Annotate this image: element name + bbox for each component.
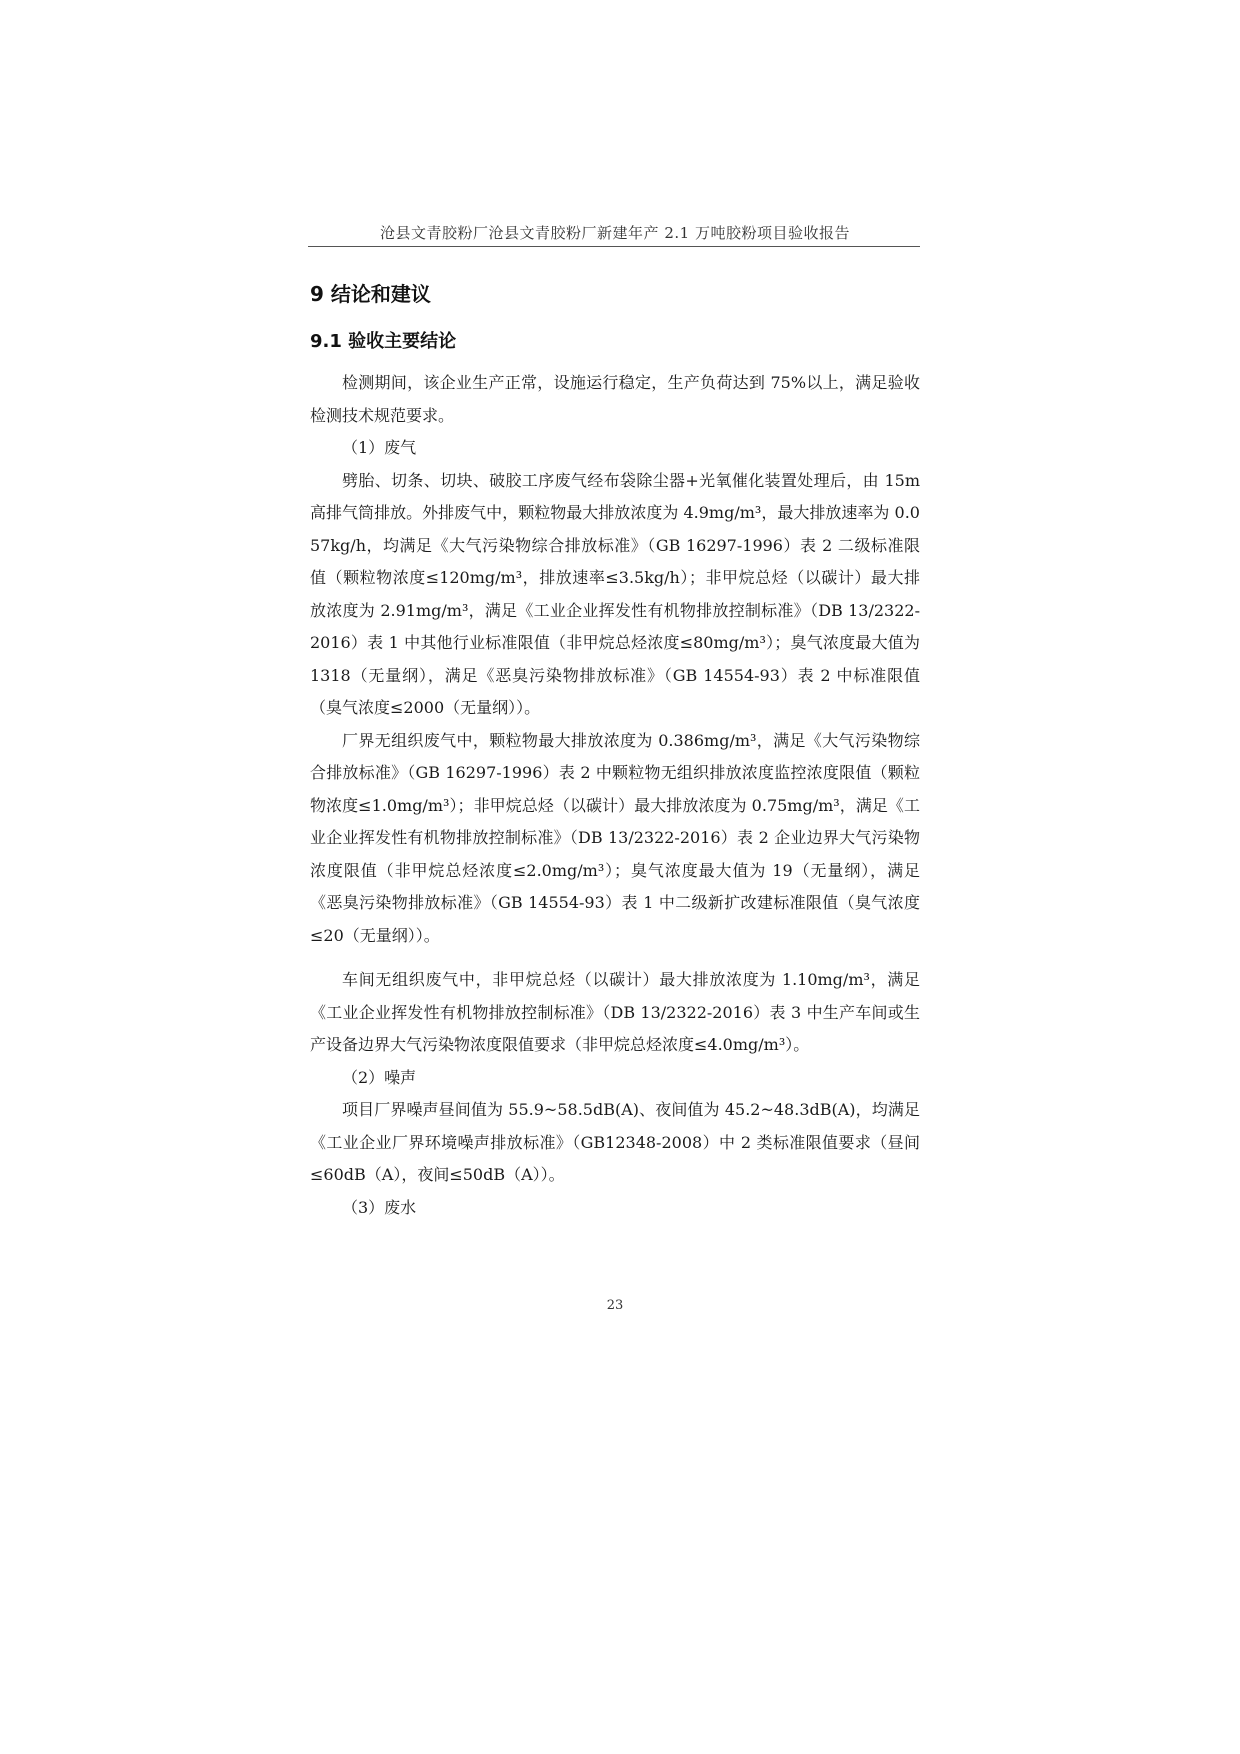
page-number: 23 <box>606 1298 624 1313</box>
noise-paragraph: 项目厂界噪声昼间值为 55.9~58.5dB(A)、夜间值为 45.2~48.3dB(A)，均满足《工业企业厂界环境噪声排放标准》（GB12348-2008）中 2 类标准限值要求（昼间≤60dB（A），夜间≤50dB（A））。 <box>310 1100 920 1184</box>
subsection-heading: 9.1 验收主要结论 <box>310 331 457 352</box>
noise-heading: （2）噪声 <box>342 1067 417 1087</box>
waste-gas-heading: （1）废气 <box>342 438 417 457</box>
page-header: 沧县文青胶粉厂沧县文青胶粉厂新建年产 2.1 万吨胶粉项目验收报告 <box>380 224 850 242</box>
document-body <box>310 268 920 1224</box>
section-heading: 9 结论和建议 <box>310 282 431 306</box>
waste-water-heading: （3）废水 <box>342 1197 417 1217</box>
waste-gas-paragraph-3: 车间无组织废气中，非甲烷总烃（以碳计）最大排放浓度为 1.10mg/m³，满足《工业企业挥发性有机物排放控制标准》（DB 13/2322-2016）表 3 中生产车间或生产设备边界大气污染物浓度限值要求（非甲烷总烃浓度≤4.0mg/m³）。 <box>310 970 920 1054</box>
waste-gas-paragraph-2: 厂界无组织废气中，颗粒物最大排放浓度为 0.386mg/m³，满足《大气污染物综合排放标准》（GB 16297-1996）表 2 中颗粒物无组织排放浓度监控浓度限值（颗粒物浓度≤1.0mg/m³）；非甲烷总烃（以碳计）最大排放浓度为 0.75mg/m³，满足《工业企业挥发性有机物排放控制标准》（DB 13/2322-2016）表 2 企业边界大气污染物浓度限值（非甲烷总烃浓度≤2.0mg/m³）；臭气浓度最大值为 19（无量纲），满足《恶臭污染物排放标准》（GB 14554-93）表 1 中二级新扩改建标准限值（臭气浓度≤20（无量纲））。 <box>310 730 920 945</box>
intro-paragraph: 检测期间，该企业生产正常，设施运行稳定，生产负荷达到 75%以上，满足验收检测技术规范要求。 <box>310 373 920 425</box>
waste-gas-paragraph-1: 劈胎、切条、切块、破胶工序废气经布袋除尘器+光氧催化装置处理后，由 15m 高排气筒排放。外排废气中，颗粒物最大排放浓度为 4.9mg/m³，最大排放速率为 0.057kg/h，均满足《大气污染物综合排放标准》（GB 16297-1996）表 2 二级标准限值（颗粒物浓度≤120mg/m³，排放速率≤3.5kg/h）；非甲烷总烃（以碳计）最大排放浓度为 2.91mg/m³，满足《工业企业挥发性有机物排放控制标准》（DB 13/2322-2016）表 1 中其他行业标准限值（非甲烷总烃浓度≤80mg/m³）；臭气浓度最大值为 1318（无量纲），满足《恶臭污染物排放标准》（GB 14554-93）表 2 中标准限值（臭气浓度≤2000（无量纲））。 <box>310 470 920 717</box>
header-rule <box>308 246 920 247</box>
